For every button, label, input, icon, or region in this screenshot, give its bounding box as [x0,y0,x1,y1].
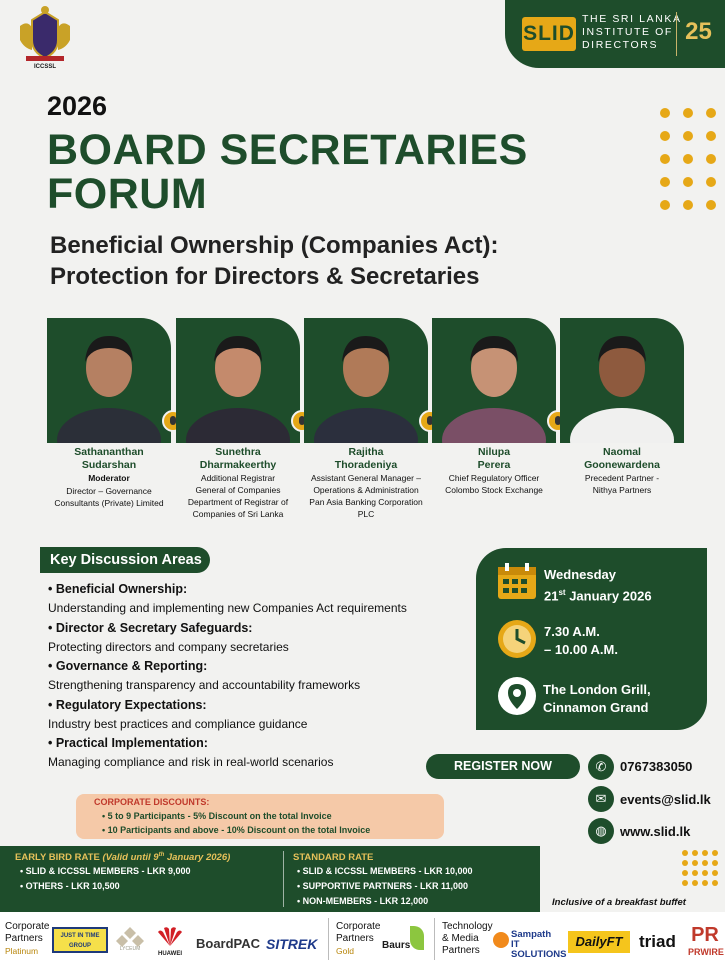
partner-logo-sampath: Sampath IT SOLUTIONS [511,929,567,960]
crest-caption: ICCSSL [33,64,56,70]
decorative-dot [702,880,708,886]
decorative-dot [660,177,670,187]
partner-group-tech-media: Technology & Media Partners [442,921,493,956]
decorative-dot [660,154,670,164]
clock-icon [497,619,535,657]
phone-icon: ✆ [588,754,614,780]
event-date: 21st January 2026 [544,588,652,604]
decorative-dot [692,870,698,876]
decorative-dot [712,860,718,866]
sampath-logo-icon [493,932,509,948]
partner-logo-prwire: PR PRWIRE [688,924,724,957]
decorative-dot-grid [660,108,724,218]
speaker-role: Chief Regulatory Officer [448,473,540,483]
decorative-dot [682,860,688,866]
event-venue-line1: The London Grill, [543,682,651,697]
speaker-role: Director – Governance [66,486,152,496]
key-discussion-heading: Key Discussion Areas [40,547,210,573]
discussion-item-desc: Understanding and implementing new Companies Act requirements [48,601,407,615]
partner-divider [434,918,435,960]
standard-rate: • NON-MEMBERS - LKR 12,000 [297,896,429,906]
iccssl-crest-logo [14,6,76,64]
partner-divider [328,918,329,960]
discussion-item-desc: Industry best practices and compliance guidance [48,716,308,731]
decorative-dot [706,108,716,118]
speaker-photo [47,318,171,443]
decorative-dot [682,870,688,876]
baurs-leaf-icon [410,926,424,950]
decorative-dot [702,860,708,866]
decorative-dot [692,860,698,866]
discount-item: • 10 Participants and above - 10% Discount on the total Invoice [102,825,371,835]
register-now-button[interactable]: REGISTER NOW [426,754,580,779]
speaker-role: General of Companies [195,485,281,495]
speaker-photo [560,318,684,443]
discussion-item-title: • Director & Secretary Safeguards: [48,620,253,635]
speaker-photo [176,318,300,443]
partner-logo-huawei: HUAWEI [151,926,189,958]
discount-item: • 5 to 9 Participants - 5% Discount on the total Invoice [102,811,332,821]
contact-phone[interactable]: 0767383050 [620,759,693,774]
contact-website[interactable]: www.slid.lk [620,824,691,839]
anniversary-25-logo: 25 [676,12,720,56]
speaker-role: Colombo Stock Exchange [445,485,543,495]
partner-logo-sitrek: SITREK [266,936,318,952]
speaker-tag: Moderator [88,473,130,483]
speaker-role: PLC [357,509,375,519]
decorative-dot [692,880,698,886]
partner-logo-baurs: Baurs [382,940,411,951]
speaker-name: Nilupa Perera [477,446,511,471]
standard-rate-heading: STANDARD RATE [293,852,374,863]
speaker-name: Rajitha Thoradeniya [334,446,398,471]
decorative-dot [660,200,670,210]
slid-org-name: THE SRI LANKA INSTITUTE OF DIRECTORS [582,13,682,51]
partner-logo-jit: JUST IN TIME GROUP [52,927,108,953]
partner-logo-lyceum: LYCEUM [116,927,144,955]
decorative-dot [683,154,693,164]
speaker-photo [304,318,428,443]
breakfast-note: Inclusive of a breakfast buffet [552,897,686,908]
decorative-dot [682,880,688,886]
decorative-dot [692,850,698,856]
speaker-role: Consultants (Private) Limited [54,498,164,508]
rates-divider [283,851,284,907]
speaker-name: Naomal Goonewardena [584,446,660,471]
decorative-dot [706,177,716,187]
standard-rate: • SUPPORTIVE PARTNERS - LKR 11,000 [297,881,469,891]
decorative-dot [660,131,670,141]
decorative-dot [706,200,716,210]
speaker-role: Pan Asia Banking Corporation [309,497,423,507]
event-subtitle: Beneficial Ownership (Companies Act): Protection for Directors & Secretaries [50,232,499,290]
partner-group-gold: Corporate Partners Gold [336,921,381,956]
email-icon: ✉ [588,786,614,812]
partner-logo-boardpac: BoardPAC [196,936,261,951]
event-time-start: 7.30 A.M. [544,624,600,639]
discussion-item-title: • Beneficial Ownership: [48,582,188,596]
location-pin-icon [497,676,535,714]
decorative-dot [712,870,718,876]
decorative-dot [683,177,693,187]
contact-email[interactable]: events@slid.lk [620,792,711,807]
speaker-role: Companies of Sri Lanka [192,509,284,519]
speaker-name: Sunethra Dharmakeerthy [199,446,277,471]
discussion-item-desc: Strengthening transparency and accountability frameworks [48,678,361,692]
decorative-dot [706,131,716,141]
discussion-item-title: • Governance & Reporting: [48,659,208,673]
globe-icon: ◍ [588,818,614,844]
speaker-role: Additional Registrar [200,473,276,483]
decorative-dot [660,108,670,118]
calendar-icon [497,562,535,600]
discussion-item-title: • Regulatory Expectations: [48,697,207,712]
partner-logo-triad: triad [639,932,676,951]
decorative-dot [702,870,708,876]
speaker-photo [432,318,556,443]
discussion-item-desc: Managing compliance and risk in real-world scenarios [48,755,334,769]
event-year: 2026 [47,91,108,121]
speaker-role: Operations & Administration [313,485,419,495]
speaker-role: Nithya Partners [592,485,652,495]
decorative-dot [683,131,693,141]
corporate-discounts-heading: CORPORATE DISCOUNTS: [94,797,210,807]
discussion-item-title: • Practical Implementation: [48,736,208,750]
decorative-dot [712,850,718,856]
event-day: Wednesday [544,567,617,582]
speaker-role: Department of Registrar of [187,497,289,507]
event-venue-line2: Cinnamon Grand [543,700,649,715]
early-bird-heading: EARLY BIRD RATE (Valid until 9th January 2026) [15,852,231,864]
slid-logo: SLID [522,17,576,51]
discussion-item-desc: Protecting directors and company secretaries [48,639,289,654]
event-title: BOARD SECRETARIES FORUM [47,126,528,218]
decorative-dot [706,154,716,164]
decorative-dot [712,880,718,886]
early-bird-rate: • SLID & ICCSSL MEMBERS - LKR 9,000 [20,866,191,876]
standard-rate: • SLID & ICCSSL MEMBERS - LKR 10,000 [297,866,473,876]
speaker-role: Assistant General Manager – [310,473,422,483]
partner-logo-dailyft: DailyFT [568,931,630,953]
decorative-dot [683,200,693,210]
early-bird-rate: • OTHERS - LKR 10,500 [20,881,120,891]
speaker-name: Sathananthan Sudarshan [74,446,144,471]
speaker-role: Precedent Partner - [584,473,660,483]
decorative-dot [682,850,688,856]
decorative-dot [702,850,708,856]
partner-group-platinum: Corporate Partners Platinum [5,921,50,956]
decorative-dot [683,108,693,118]
event-time-end: – 10.00 A.M. [544,642,618,657]
